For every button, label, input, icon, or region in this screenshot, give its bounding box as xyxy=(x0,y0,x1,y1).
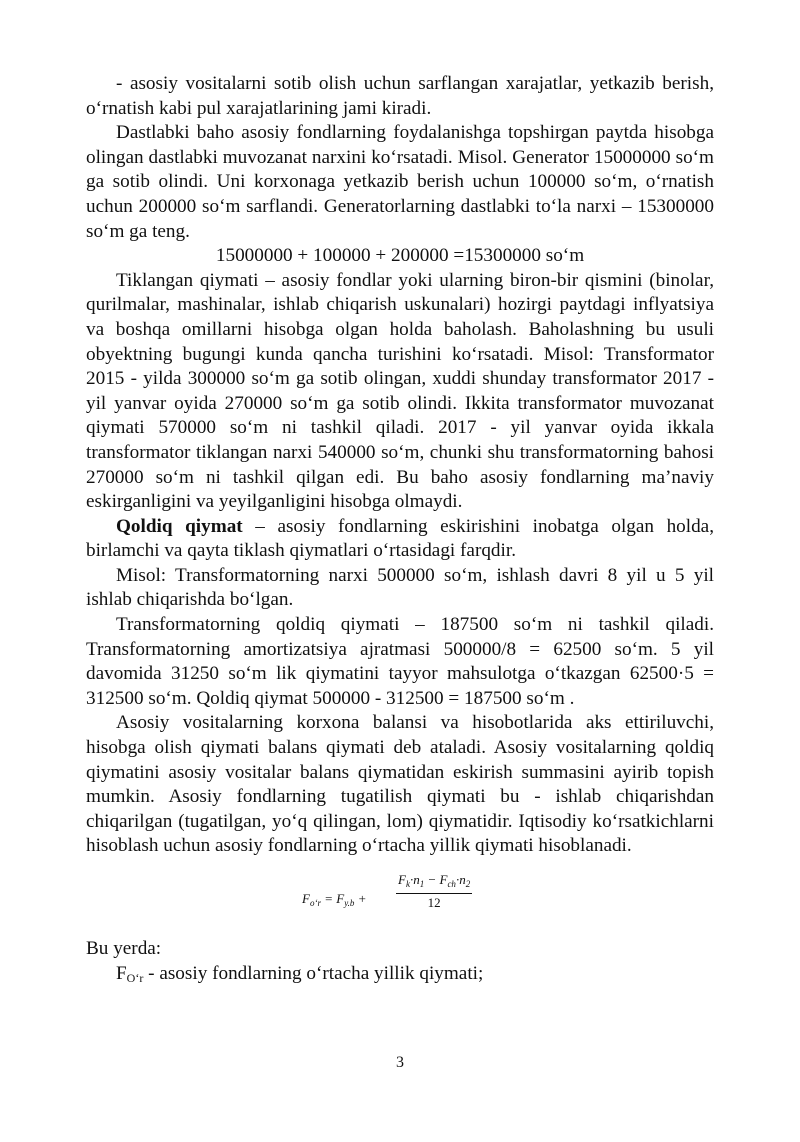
formula-subscript: 2 xyxy=(465,879,471,889)
paragraph-3: Tiklangan qiymati – asosiy fondlar yoki ularning biron-bir qismini (binolar, qurilmalar, mashinalar, ishlab chiqarish uskunalari) hozirgi paytdagi inflyatsiya va boshqa omillarni hisobga olgan holda baholash. Baholashning bu usuli obyektning bugungi kunda qancha turishini ko‘rsatadi. Misol: Transformator 2015 - yilda 300000 so‘m ga sotib olingan, xuddi shunday transformator 2017 - yil yanvar oyida 270000 so‘m ga sotib olindi. Ikkita transformator muvozanat qiymati 570000 so‘m ni tashkil qiladi. 2017 - yil yanvar oyida ikkala transformator tiklangan narxi 540000 so‘m, chunki shu transformatorning bahosi 270000 so‘m ni tashkil qilgan edi. Bu baho asosiy fondlarning ma’naviy eskirganligini va yeyilganligini hisobga olmaydi. xyxy=(86,269,714,513)
formula-minus: − xyxy=(424,872,440,887)
formula-symbol: ·n xyxy=(455,872,466,887)
formula-plus: + xyxy=(354,891,367,906)
paragraph-9-text: - asosiy fondlarning o‘rtacha yillik qiymati; xyxy=(143,962,484,984)
formula-denominator: 12 xyxy=(427,895,441,910)
page-number: 3 xyxy=(396,1054,404,1071)
paragraph-5: Misol: Transformatorning narxi 500000 so‘m, ishlash davri 8 yil u 5 yil ishlab chiqarishda bo‘lgan. xyxy=(86,564,714,611)
formula-symbol: F xyxy=(302,891,310,906)
paragraph-1: - asosiy vositalarni sotib olish uchun sarflangan xarajatlar, yetkazib berish, o‘rnatish kabi pul xarajatlarining jami kiradi. xyxy=(86,73,714,119)
formula-subscript: ch xyxy=(447,879,456,889)
formula-symbol: F xyxy=(439,872,448,887)
paragraph-7: Asosiy vositalarning korxona balansi va hisobotlarida aks ettiriluvchi, hisobga olish qiymati balans qiymati deb ataladi. Asosiy vositalarning qoldiq qiymatini asosiy vositalar balans qiymatidan eskirish summasini ayirib topish mumkin. Asosiy fondlarning tugatilish qiymati bu - ishlab chiqarishdan chiqarilgan (tugatilgan, yo‘q qilingan, lom) qiymatidir. Iqtisodiy ko‘rsatkichlarni hisoblash uchun asosiy fondlarning o‘rtacha yillik qiymati hisoblanadi. xyxy=(86,712,714,857)
paragraph-8: Bu yerda: xyxy=(86,938,162,959)
formula-numerator xyxy=(396,871,472,894)
formula-equals: = xyxy=(320,891,337,906)
formula-symbol: F xyxy=(398,872,406,887)
paragraph-4 xyxy=(86,515,714,564)
formula-subscript: k xyxy=(405,879,410,889)
paragraph-9 xyxy=(86,962,714,991)
paragraph-6: Transformatorning qoldiq qiymati – 187500 so‘m ni tashkil qiladi. Transformatorning amortizatsiya ajratmasi 500000/8 = 62500 so‘m. 5 yil davomida 31250 so‘m lik qiymatini tayyor mahsulotga o‘tkazgan 62500·5 = 312500 so‘m. Qoldiq qiymat 500000 - 312500 = 187500 so‘m . xyxy=(86,614,714,709)
formula xyxy=(86,867,714,933)
formula-symbol: F xyxy=(336,891,345,906)
symbol-f: F xyxy=(116,962,127,984)
formula-subscript: 1 xyxy=(419,879,425,889)
paragraph-2: Dastlabki baho asosiy fondlarning foydalanishga topshirgan paytda hisobga olingan dastlabki muvozanat narxini ko‘rsatadi. Misol. Generator 15000000 so‘m ga sotib olindi. Uni korxonaga yetkazib berish uchun 100000 so‘m, o‘rnatish uchun 200000 so‘m sarflandi. Generatorlarning dastlabki to‘la narxi – 15300000 so‘m ga teng. xyxy=(86,122,714,242)
formula-subscript: o‘r xyxy=(309,898,321,908)
calculation-line: 15000000 + 100000 + 200000 =15300000 so‘m xyxy=(215,245,585,267)
term-qoldiq-qiymat: Qoldiq qiymat xyxy=(116,515,243,537)
formula-symbol: ·n xyxy=(409,872,420,887)
symbol-subscript: O‘r xyxy=(126,970,144,985)
formula-fraction xyxy=(396,871,472,912)
formula-subscript: y.b xyxy=(344,898,355,908)
body-text xyxy=(86,72,714,990)
paragraph-4-text: – asosiy fondlarning eskirishini inobatga olgan holda, birlamchi va qayta tiklash qiymatlari o‘rtasidagi farqdir. xyxy=(86,515,714,562)
formula-lhs xyxy=(302,887,366,916)
